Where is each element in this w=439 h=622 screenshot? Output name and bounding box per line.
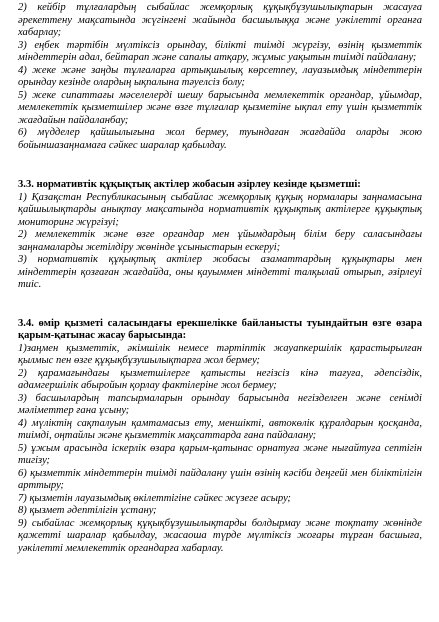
- list-item: 1) Қазақстан Республикасының сыбайлас жемқорлық құқық нормалары заңнамасына қайшылықтарды анықтау мақсатында нормативтік құқықтық актілерге құқықтық мониторинг жүргізуі;: [18, 191, 422, 228]
- list-item: 7) қызметін лауазымдық өкілеттігіне сәйкес жүзеге асыру;: [18, 492, 291, 504]
- list-item: 1)заңмен қызметтік, әкімшілік немесе тәртіптік жауапкершілік қарастырылған қылмыс пен өзге құқықбұзушылықтарға жол бермеу;: [18, 342, 422, 366]
- list-item: 4) жеке және заңды тұлғаларға артықшылық көрсетпеу, лауазымдық міндеттерін орындау кезінде олардың ықпалына тәуелсіз болу;: [18, 64, 422, 88]
- list-item: 3) еңбек тәртібін мүлтіксіз орындау, біліктi тиімді жүргізу, өзінің қызметтік міндеттерін адал, бейтарап және сапалы атқару, жұмыс уақытын тиімді пайдалану;: [18, 39, 422, 63]
- list-item: 5) жеке сипаттағы мәселелерді шешу барысында мемлекеттік органдар, ұйымдар, мемлекеттік қызметшілер және өзге тұлғалар қызметіне ықпал ету үшін қызметтік жағдайын пайдаланбау;: [18, 89, 422, 126]
- list-item: 2) мемлекеттік және өзге органдар мен ұйымдардың білім беру саласындағы заңнамаларды жетілдіру жөнінде ұсыныстарын ескеруі;: [18, 229, 422, 253]
- list-item: 3) басшылардың тапсырмаларын орындау барысында негізделген және сенімді мәліметтер ғана ұсыну;: [18, 392, 422, 416]
- intro-list: [18, 2, 422, 152]
- list-item: 9) сыбайлас жемқорлық құқықбұзушылықтарды болдырмау және тоқтату жөнінде қажетті шаралар қабылдау, жасаоша түрде мүлтіксіз жоғары тұрған басшыға, уәкілетті мемлекеттік органдарға хабарлау.: [18, 517, 422, 554]
- section-3-3: [18, 179, 422, 292]
- section-heading: 3.3. нормативтік құқықтық актілер жобасын әзірлеу кезінде қызметші:: [18, 179, 361, 190]
- list-item: 3) нормативтік құқықтық актілер жобасы азаматтардың құқықтары мен міндеттерін қозғаған жағдайда, оны қауыммен міндетті талқылай отырып, әзірлеуі тиіс.: [18, 254, 422, 290]
- list-item: 2) қарамағындағы қызметшілерге қатысты негізсіз кінә тағуға, әдепсіздік, адамгершілік абыройын қорлау фактілеріне жол бермеу;: [18, 367, 422, 391]
- list-item: 8) қызмет әдептілігін ұстану;: [18, 505, 157, 516]
- list-item: 2) кейбір тұлғалардың сыбайлас жемқорлық құқықбұзушылықтарын жасауға әрекеттену мақсатында жүгінгені жайында басшылыққа және уәкілетті органға хабарлау;: [18, 2, 422, 38]
- section-heading: 3.4. өмір қызметі саласындағы ерекшелікке байланысты туындайтын өзге өзара қарым-қатынас жасау барысында:: [18, 317, 422, 341]
- list-item: 6) қызметтік міндеттерін тиімді пайдалану үшін өзінің кәсіби деңгейі мен біліктілігін арттыру;: [18, 467, 422, 491]
- section-3-4: [18, 318, 422, 556]
- list-item: 6) мүдделер қайшылығына жол бермеу, туындаған жағдайда оларды жою бойыншазаңнамаға сәйкес шаралар қабылдау.: [18, 127, 422, 151]
- list-item: 5) ұжым арасында іскерлік өзара қарым-қатынас орнатуға және нығайтуға септігін тигізу;: [18, 442, 422, 466]
- list-item: 4) мүліктің сақталуын қамтамасыз ету, меншікті, автокөлік құралдарын қосқанда, тиімді, оңтайлы және қызметтік мақсаттарда ғана пайдалану;: [18, 417, 422, 441]
